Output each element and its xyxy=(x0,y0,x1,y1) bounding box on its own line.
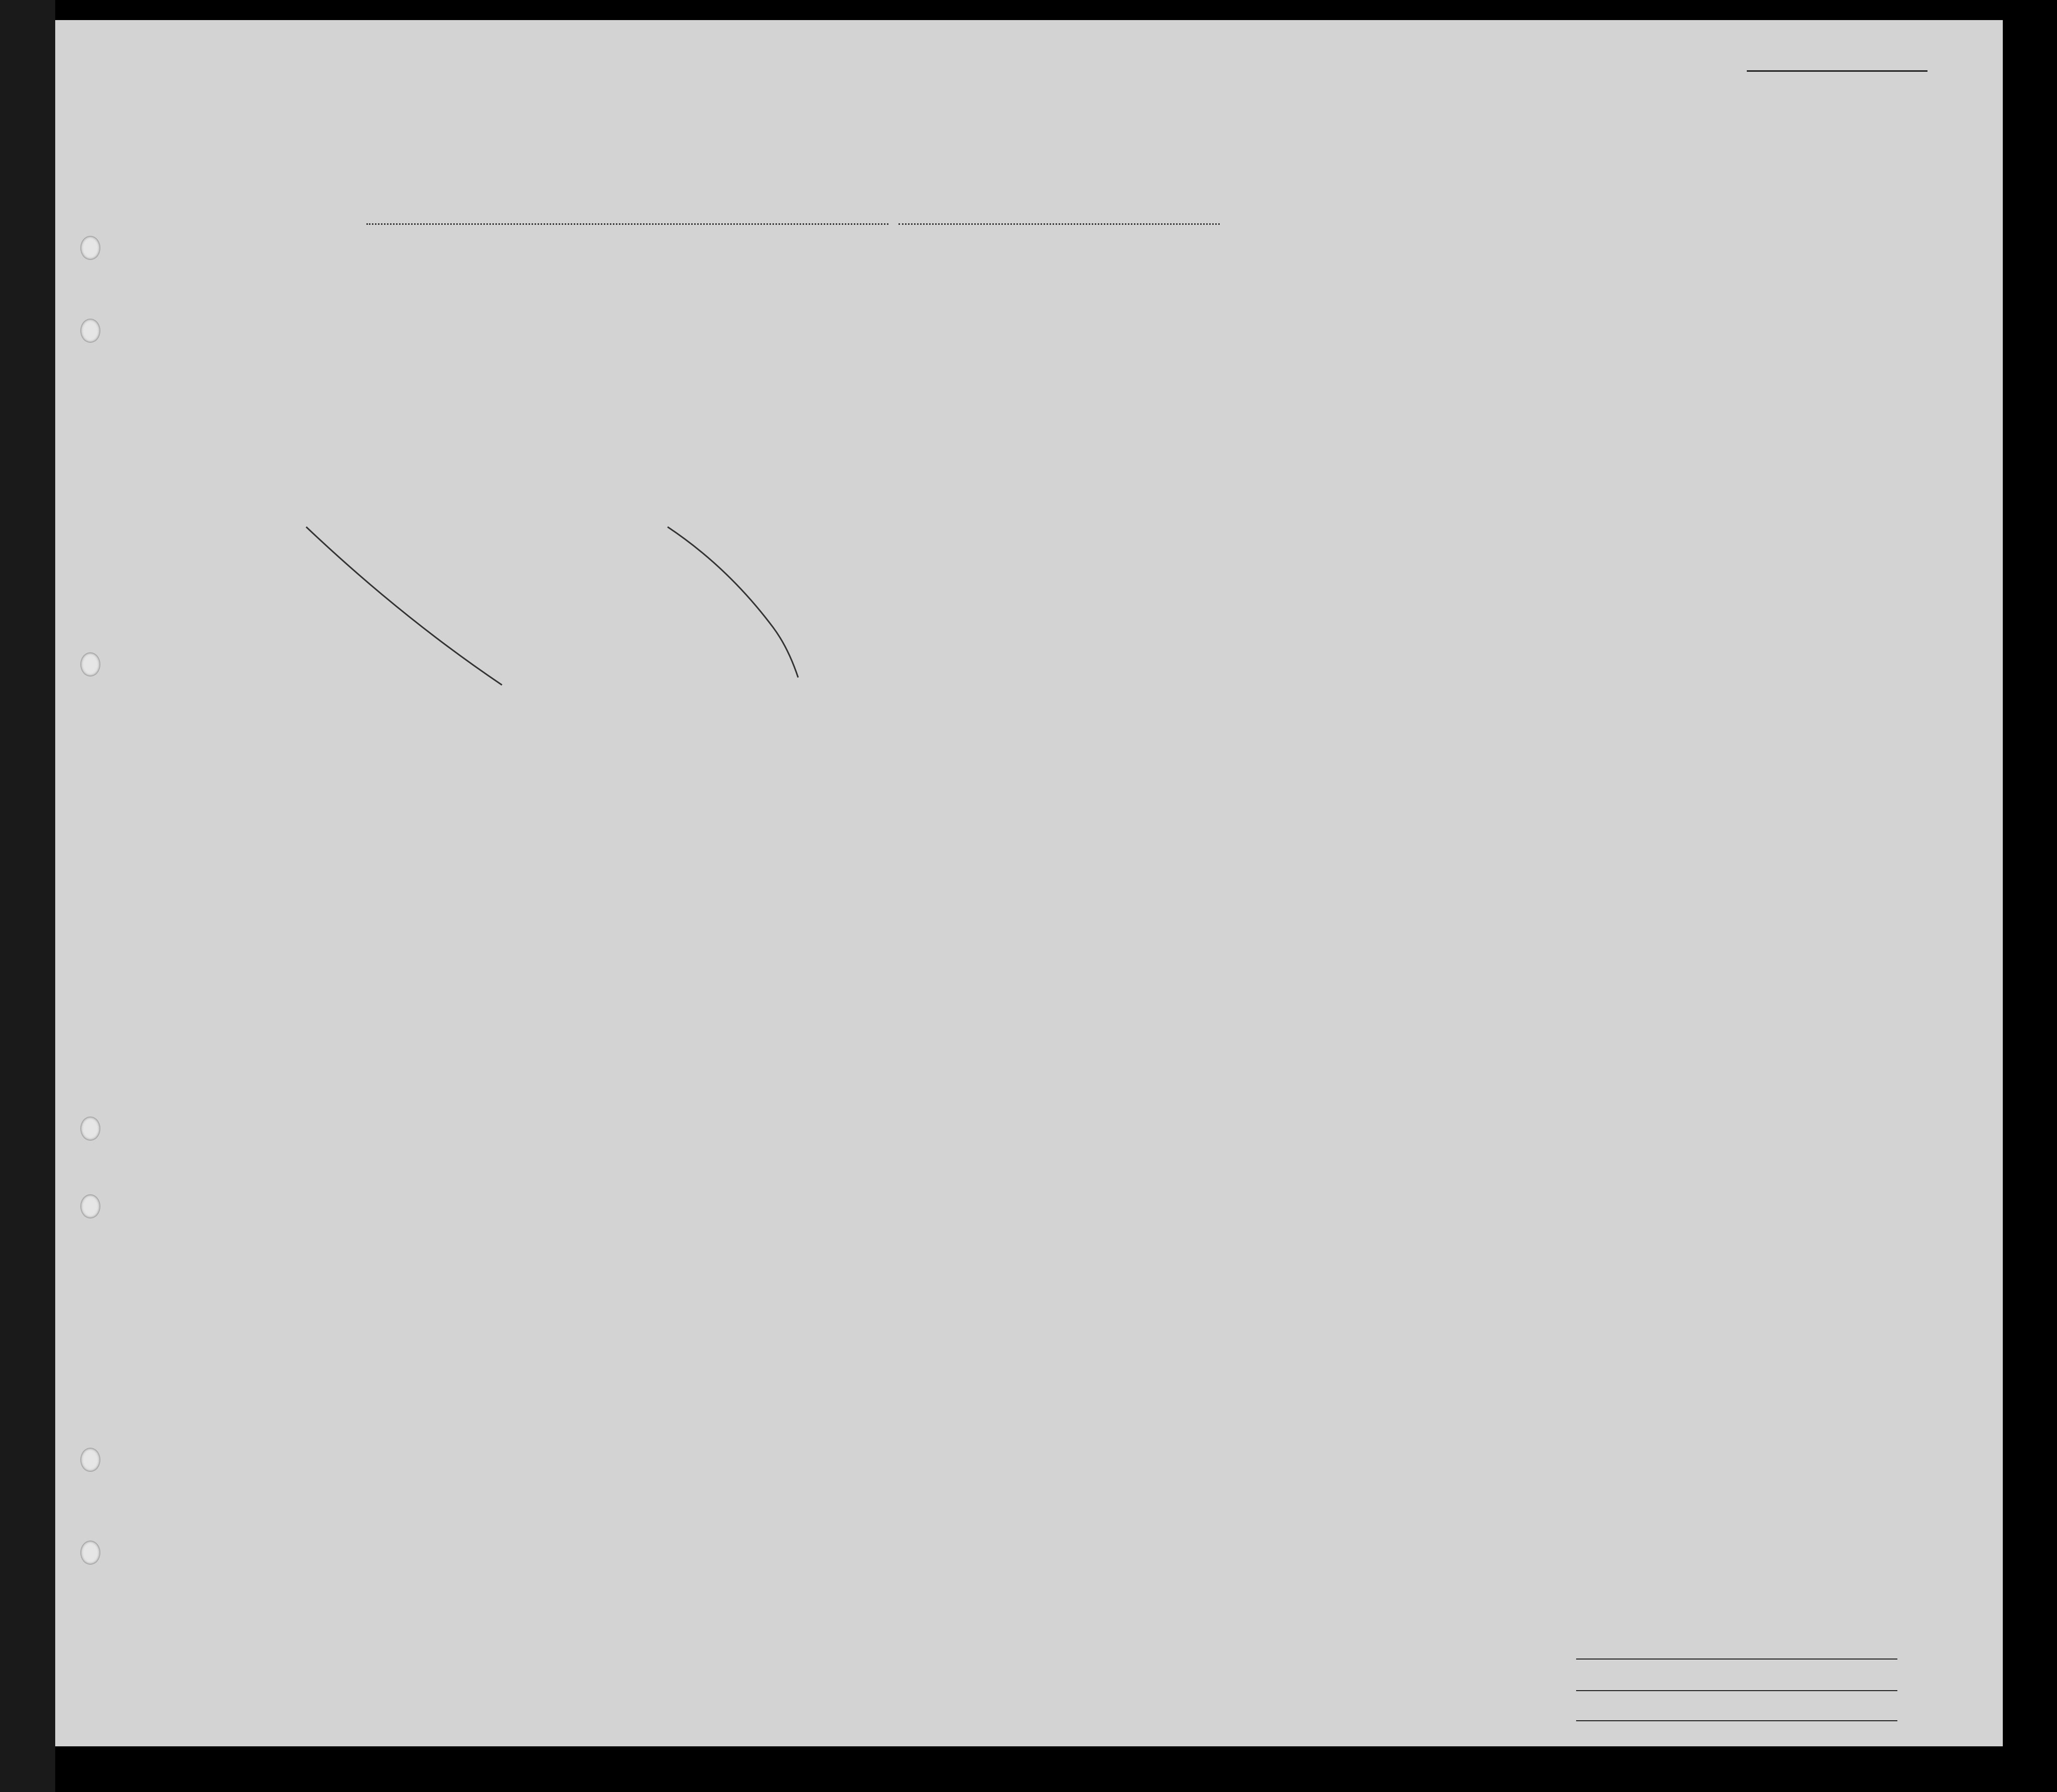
binder-hole xyxy=(80,319,100,343)
manifest-sheet xyxy=(55,20,2003,1746)
binder-hole xyxy=(80,1541,100,1565)
binder-hole xyxy=(80,652,100,676)
line-underline xyxy=(1576,1659,1897,1660)
date-underline xyxy=(898,223,1220,225)
port-underline xyxy=(366,223,888,225)
scan-border xyxy=(0,0,55,1792)
binder-hole xyxy=(80,1194,100,1218)
binder-hole xyxy=(80,1448,100,1472)
agents-underline xyxy=(1576,1720,1897,1721)
owners-underline xyxy=(1576,1690,1897,1691)
list-underline xyxy=(1747,70,1927,72)
binder-hole xyxy=(80,1117,100,1141)
binder-hole xyxy=(80,236,100,260)
